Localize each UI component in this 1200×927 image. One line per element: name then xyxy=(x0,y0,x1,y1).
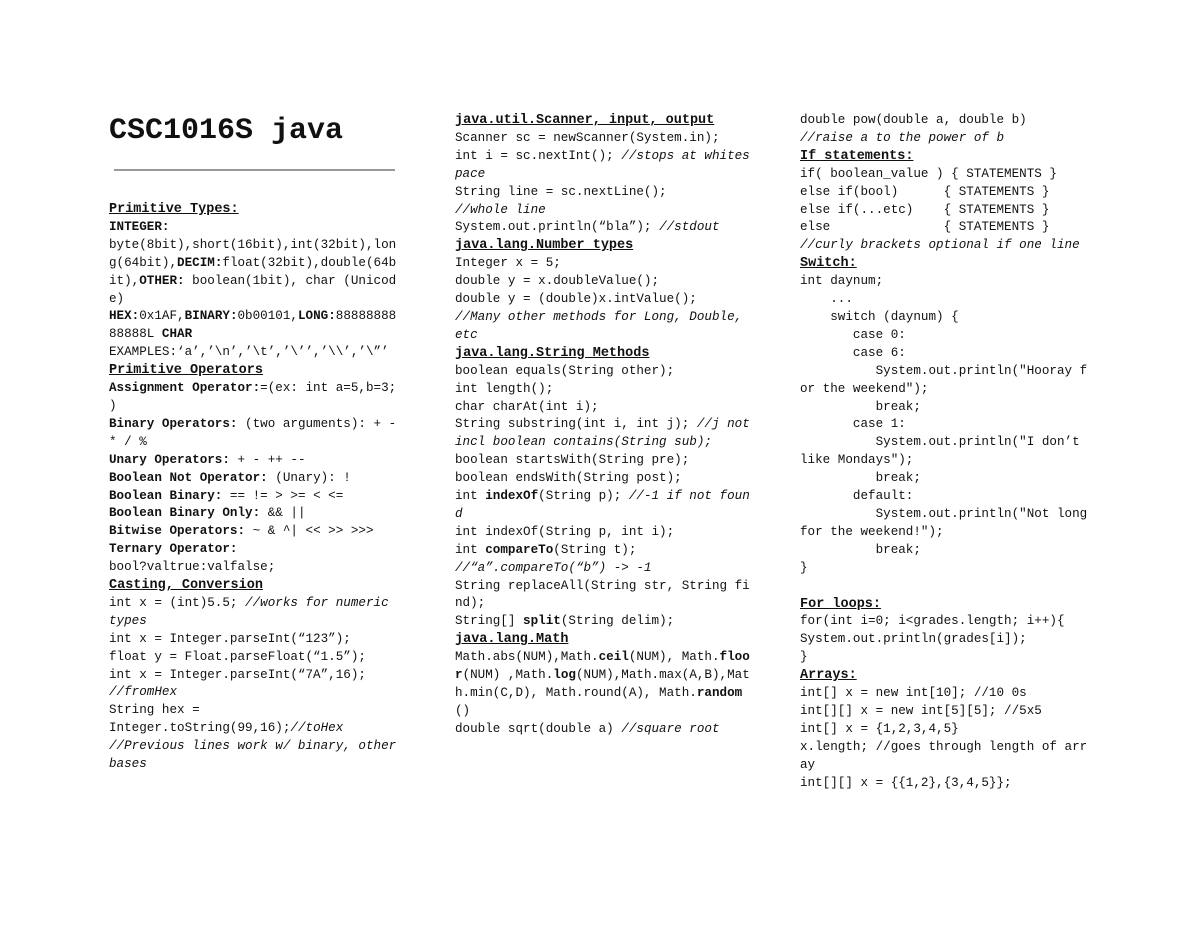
number-types-heading: java.lang.Number types xyxy=(455,238,634,254)
code-line: case 6: xyxy=(800,345,906,360)
code-line: } xyxy=(800,560,808,575)
code-line: System.out.println(“bla”); //stdout xyxy=(455,220,720,235)
code-line: System.out.println(grades[i]); xyxy=(800,632,1027,647)
code-line: else if(...etc) { STATEMENTS } xyxy=(800,202,1050,217)
code-line: else { STATEMENTS } xyxy=(800,220,1050,235)
code-line: boolean endsWith(String post); xyxy=(455,471,682,486)
code-comment: //raise a to the power of b xyxy=(800,130,1005,145)
code-line: boolean equals(String other); xyxy=(455,363,675,378)
code-line: default: xyxy=(800,489,914,504)
code-line: int compareTo(String t); xyxy=(455,542,637,557)
primitive-operators-heading: Primitive Operators xyxy=(109,363,263,379)
switch-heading: Switch: xyxy=(800,256,857,272)
spacer xyxy=(800,578,1092,596)
binary-operators-line: Binary Operators: (two arguments): + - * / % xyxy=(109,416,404,449)
code-line: break; xyxy=(800,542,921,557)
code-line: double sqrt(double a) //square root xyxy=(455,721,720,736)
code-line: case 1: xyxy=(800,417,906,432)
primitive-types-heading: Primitive Types: xyxy=(109,202,239,217)
code-comment: //“a”.compareTo(“b”) -> -1 xyxy=(455,560,652,575)
if-statements-heading: If statements: xyxy=(800,148,914,164)
code-line: String replaceAll(String str, String find); xyxy=(455,578,750,611)
code-line: int x = (int)5.5; //works for numeric types xyxy=(109,595,397,628)
code-line: switch (daynum) { xyxy=(800,309,959,324)
code-line: x.length; //goes through length of array xyxy=(800,739,1088,772)
code-line: String[] split(String delim); xyxy=(455,614,675,629)
code-line: int x = Integer.parseInt(“123”); xyxy=(109,631,351,646)
code-line: else if(bool) { STATEMENTS } xyxy=(800,184,1050,199)
code-line: int daynum; xyxy=(800,274,884,289)
column-3 xyxy=(800,112,1095,793)
code-line: boolean startsWith(String pre); xyxy=(455,453,690,468)
code-line: int indexOf(String p); //-1 if not found xyxy=(455,489,750,521)
code-comment: //whole line xyxy=(455,202,546,217)
code-line: Integer.toString(99,16);//toHex xyxy=(109,721,344,736)
code-line: System.out.println("Hooray for the weekend"); xyxy=(800,363,1088,396)
code-line: char charAt(int i); xyxy=(455,399,599,414)
code-line: if( boolean_value ) { STATEMENTS } xyxy=(800,166,1057,181)
code-comment: //Many other methods for Long, Double, etc xyxy=(455,309,750,342)
string-methods-heading: java.lang.String Methods xyxy=(455,345,650,361)
casting-heading: Casting, Conversion xyxy=(109,578,263,594)
code-line: for(int i=0; i<grades.length; i++){ xyxy=(800,614,1065,629)
code-line: case 0: xyxy=(800,327,906,342)
code-line: String line = sc.nextLine(); xyxy=(455,184,667,199)
code-line: } xyxy=(800,650,808,665)
code-line: int[][] x = {{1,2},{3,4,5}}; xyxy=(800,775,1012,790)
code-line: int[][] x = new int[5][5]; //5x5 xyxy=(800,704,1042,718)
code-line: double y = (double)x.intValue(); xyxy=(455,292,697,307)
code-line: System.out.println("Not long for the weekend!"); xyxy=(800,506,1095,539)
code-comment: //fromHex xyxy=(109,685,178,700)
code-line: double pow(double a, double b) xyxy=(800,113,1027,127)
code-line: int x = Integer.parseInt(“7A”,16); xyxy=(109,667,366,682)
code-line: Scanner sc = newScanner(System.in); xyxy=(455,130,720,145)
code-line: int[] x = new int[10]; //10 0s xyxy=(800,686,1027,701)
unary-operators-line: Unary Operators: + - ++ -- xyxy=(109,452,306,467)
arrays-heading: Arrays: xyxy=(800,668,857,684)
code-line: String hex = xyxy=(109,703,200,718)
code-line: int indexOf(String p, int i); xyxy=(455,524,675,539)
code-line: double y = x.doubleValue(); xyxy=(455,274,660,289)
boolean-binary-only-line: Boolean Binary Only: && || xyxy=(109,506,306,521)
code-line: float y = Float.parseFloat(“1.5”); xyxy=(109,649,366,664)
code-line: System.out.println("I don’t like Mondays"); xyxy=(800,435,1088,468)
title-divider xyxy=(114,169,395,171)
bitwise-operators-line: Bitwise Operators: ~ & ^| << >> >>> xyxy=(109,524,374,539)
primitive-types-text: byte(8bit),short(16bit),int(32bit),long(64bit),DECIM:float(32bit),double(64bit),OTHER: boolean(1bit), char (Unicode) xyxy=(109,237,397,306)
literal-types-text: HEX:0x1AF,BINARY:0b00101,LONG:8888888888888L CHAR xyxy=(109,309,397,342)
code-line: Integer x = 5; xyxy=(455,256,561,271)
assignment-operator-line: Assignment Operator:=(ex: int a=5,b=3; ) xyxy=(109,381,404,413)
boolean-binary-line: Boolean Binary: == != > >= < <= xyxy=(109,488,344,503)
column-2 xyxy=(455,112,758,739)
code-line: ... xyxy=(800,292,853,307)
code-line: break; xyxy=(800,471,921,486)
boolean-not-line: Boolean Not Operator: (Unary): ! xyxy=(109,470,351,485)
page-title: CSC1016S java xyxy=(109,114,344,148)
math-methods-text: Math.abs(NUM),Math.ceil(NUM), Math.floor(NUM) ,Math.log(NUM),Math.max(A,B),Math.min(C,D), Math.round(A), Math.random() xyxy=(455,650,750,718)
code-line: int[] x = {1,2,3,4,5} xyxy=(800,721,959,736)
math-heading: java.lang.Math xyxy=(455,632,569,648)
for-loops-heading: For loops: xyxy=(800,596,882,612)
code-comment: //Previous lines work w/ binary, other bases xyxy=(109,739,404,772)
ternary-operator-label: Ternary Operator: xyxy=(109,542,238,557)
integer-label: INTEGER: xyxy=(109,219,170,234)
scanner-heading: java.util.Scanner, input, output xyxy=(455,113,715,128)
char-examples-text: EXAMPLES:‘a’,’\n’,’\t’,’\’’,’\\’,’\”’ xyxy=(109,345,389,360)
code-comment: //curly brackets optional if one line xyxy=(800,238,1080,253)
ternary-operator-text: bool?valtrue:valfalse; xyxy=(109,560,276,575)
code-line: int length(); xyxy=(455,381,554,396)
code-line: int i = sc.nextInt(); //stops at whitespace xyxy=(455,148,750,181)
code-line: String substring(int i, int j); //j not incl boolean contains(String sub); xyxy=(455,417,758,450)
code-line: break; xyxy=(800,399,921,414)
column-1 xyxy=(109,112,404,774)
